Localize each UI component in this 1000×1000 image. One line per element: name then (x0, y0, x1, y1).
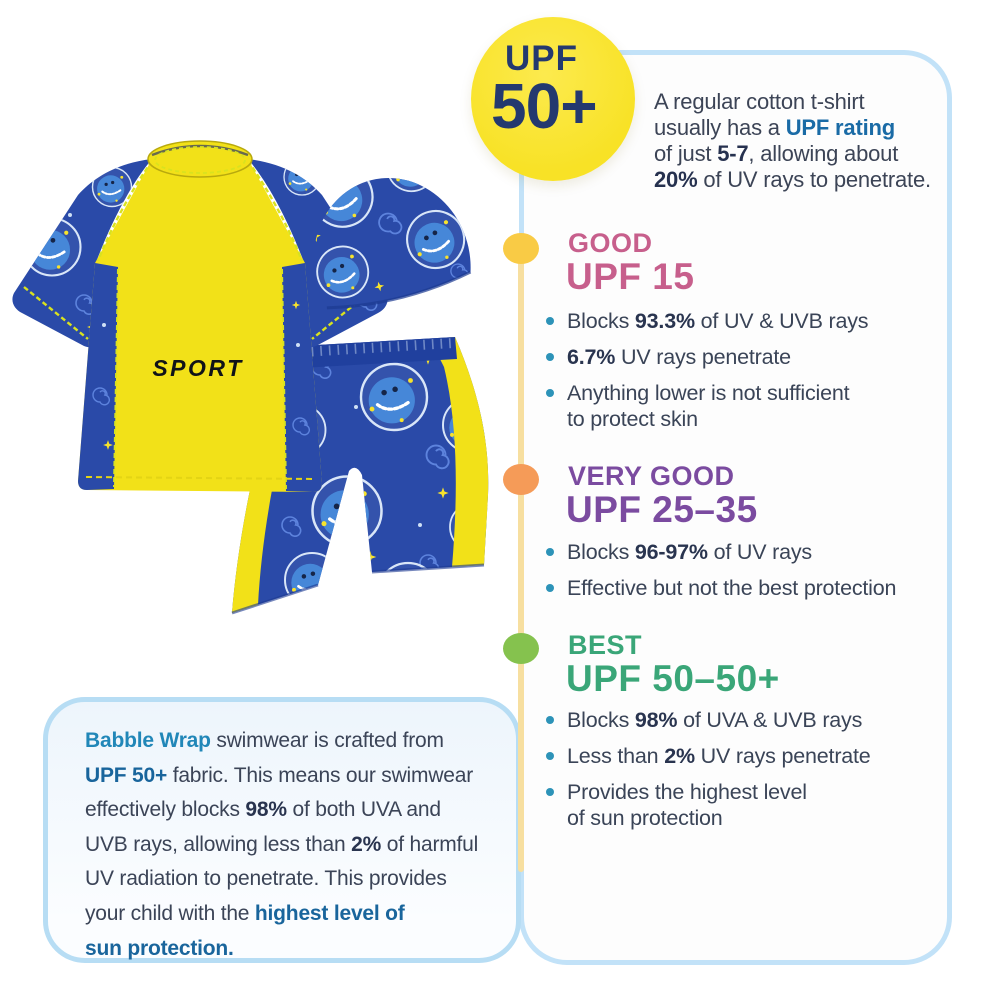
section-very-good-label: VERY GOOD (568, 461, 735, 491)
bullet-dot-icon (546, 788, 554, 796)
shirt-collar (148, 141, 252, 177)
section-very-good-range: UPF 25–35 (566, 489, 758, 530)
badge-title: UPF (505, 39, 578, 78)
description-text: Babble Wrap swimwear is crafted from UPF 50+ fabric. This means our swimwear effectively blocks 98% of both UVA and UVB rays, allowing less than 2% of harmful UV radiation to penetrate. This provides your child with the highest level of sun protection. (85, 729, 479, 960)
bullet-dot-icon (546, 317, 554, 325)
bullet-dot-icon (546, 389, 554, 397)
section-good-label: GOOD (568, 228, 653, 258)
badge-value: 50+ (491, 70, 597, 142)
timeline-line (518, 248, 524, 872)
list-item: Anything lower is not sufficient to protect skin (546, 380, 948, 432)
list-item: Less than 2% UV rays penetrate (546, 743, 948, 769)
section-best-range: UPF 50–50+ (566, 658, 780, 699)
bullet-dot-icon (546, 353, 554, 361)
list-item: Provides the highest level of sun protection (546, 779, 948, 831)
list-item: Effective but not the best protection (546, 575, 948, 601)
section-best-bullets (546, 707, 948, 841)
bullet-dot-icon (546, 584, 554, 592)
product-image (0, 95, 505, 640)
list-item: Blocks 98% of UVA & UVB rays (546, 707, 948, 733)
swimwear-set-illustration (0, 95, 505, 640)
timeline-dot-best (503, 633, 539, 664)
brand-name: Babble Wrap (85, 729, 211, 752)
bullet-dot-icon (546, 752, 554, 760)
upf-rating-highlight: UPF rating (785, 115, 895, 140)
upf-badge (471, 17, 635, 181)
list-item: Blocks 96-97% of UV rays (546, 539, 948, 565)
shirt-brand-text: SPORT (152, 355, 244, 381)
list-item: Blocks 93.3% of UV & UVB rays (546, 308, 948, 334)
timeline-dot-good (503, 233, 539, 264)
timeline-dot-very-good (503, 464, 539, 495)
list-item: 6.7% UV rays penetrate (546, 344, 948, 370)
section-very-good-bullets (546, 539, 948, 611)
section-best-label: BEST (568, 630, 643, 660)
bullet-dot-icon (546, 716, 554, 724)
description-box (43, 697, 521, 963)
section-good-range: UPF 15 (566, 256, 695, 297)
intro-text: A regular cotton t-shirt usually has a UPF rating of just 5-7, allowing about 20% of UV rays to penetrate. (654, 89, 931, 192)
bullet-dot-icon (546, 548, 554, 556)
section-good-bullets (546, 308, 948, 442)
intro-line1: A regular cotton t-shirt (654, 89, 865, 114)
